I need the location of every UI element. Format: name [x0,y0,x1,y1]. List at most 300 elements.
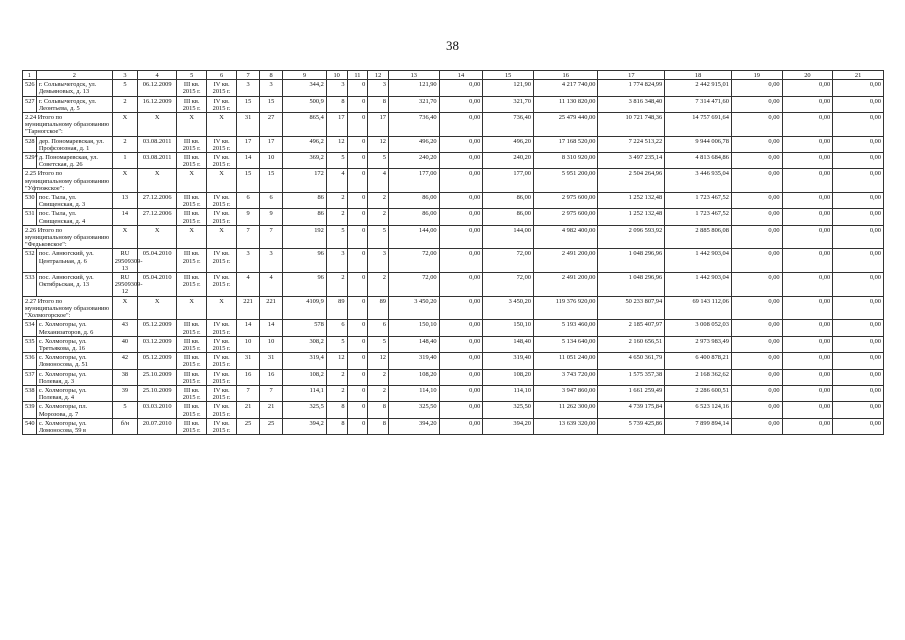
table-cell: 3 450,20 [388,296,439,320]
table-cell: 0,00 [833,336,884,352]
table-cell: 177,00 [388,169,439,193]
table-cell: 4 217 740,00 [534,80,598,96]
table-cell: 321,70 [483,96,534,112]
table-cell: 325,5 [283,402,327,418]
table-cell: 86 [283,209,327,225]
table-cell: IV кв. 2015 г. [207,418,237,434]
table-cell: 5 [112,80,137,96]
table-cell: 1 442 903,04 [665,273,732,297]
column-number: 9 [283,71,327,80]
table-cell: 7 899 894,14 [665,418,732,434]
column-number-row [23,71,884,80]
table-row [23,96,884,112]
table-cell: 0,00 [731,369,782,385]
table-cell: 0,00 [782,385,833,401]
row-number: 537 [23,369,37,385]
subtotal-row [23,113,884,137]
table-cell: 03.12.2009 [138,336,177,352]
table-cell: 321,70 [388,96,439,112]
table-cell: 4 813 684,86 [665,153,732,169]
table-row [23,136,884,152]
table-cell: 0,00 [731,249,782,273]
table-cell: 394,2 [283,418,327,434]
table-cell: 14 [237,320,260,336]
table-cell: RU 29509309-12 [112,273,137,297]
table-cell: 72,00 [388,249,439,273]
table-cell: 2 885 806,08 [665,225,732,249]
table-cell: 5 193 460,00 [534,320,598,336]
table-cell: 3 [260,80,283,96]
table-cell: 148,40 [483,336,534,352]
table-cell: 03.08.2011 [138,153,177,169]
table-cell: 10 [260,153,283,169]
row-number: 535 [23,336,37,352]
table-cell: 69 143 112,06 [665,296,732,320]
table-cell: 05.12.2009 [138,353,177,369]
table-cell: III кв. 2015 г. [177,418,207,434]
table-cell: 9 [260,209,283,225]
table-cell: 2 [326,273,347,297]
table-cell: 3 [260,249,283,273]
table-cell: 240,20 [388,153,439,169]
table-cell: 2 286 600,51 [665,385,732,401]
row-number: 539 [23,402,37,418]
address-cell: с. Холмогоры, ул. Полевая, д. 3 [36,369,112,385]
column-number: 17 [598,71,665,80]
table-cell: 0,00 [833,113,884,137]
table-cell: 05.04.2010 [138,273,177,297]
table-cell: 0,00 [833,96,884,112]
table-cell: 11 051 240,00 [534,353,598,369]
table-cell: 496,20 [388,136,439,152]
table-cell: 17 [368,113,389,137]
table-cell: 2 973 983,49 [665,336,732,352]
table-cell: RU 29509309-13 [112,249,137,273]
address-cell: пос. Авнюгский, ул. Октябрьская, д. 13 [36,273,112,297]
table-cell: 0,00 [439,169,483,193]
table-cell: IV кв. 2015 г. [207,353,237,369]
row-number: 529* [23,153,37,169]
address-cell: с. Холмогоры, ул. Механизаторов, д. 6 [36,320,112,336]
table-cell: 0 [347,385,368,401]
table-cell: 0 [347,353,368,369]
table-cell: 72,00 [483,273,534,297]
table-cell: 2 [326,369,347,385]
table-cell: 0 [347,273,368,297]
table-cell: 0,00 [731,353,782,369]
table-cell: 4 [368,169,389,193]
table-cell: 578 [283,320,327,336]
address-cell: г. Сольвычегодск, ул. Демьяновых, д. 13 [36,80,112,96]
table-cell: 8 [368,96,389,112]
table-cell: 86,00 [388,193,439,209]
table-cell: 0,00 [833,153,884,169]
column-number: 4 [138,71,177,80]
table-cell: 0 [347,320,368,336]
table-cell: 0,00 [833,225,884,249]
table-cell: 3 497 235,14 [598,153,665,169]
table-row [23,209,884,225]
table-cell: 0,00 [731,209,782,225]
table-cell: III кв. 2015 г. [177,209,207,225]
table-cell: 0,00 [833,320,884,336]
table-cell: 0,00 [439,209,483,225]
table-cell: IV кв. 2015 г. [207,273,237,297]
table-cell: IV кв. 2015 г. [207,402,237,418]
table-cell: 11 130 820,00 [534,96,598,112]
table-cell: 0,00 [833,353,884,369]
table-cell: 0 [347,136,368,152]
table-row [23,320,884,336]
table-cell: 325,50 [388,402,439,418]
table-cell: X [207,296,237,320]
table-cell: X [112,113,137,137]
row-number: 536 [23,353,37,369]
table-cell: 15 [260,96,283,112]
table-cell: 6 [368,320,389,336]
table-cell: 325,50 [483,402,534,418]
table-cell: 0 [347,369,368,385]
table-cell: 25 [237,418,260,434]
row-number: 531 [23,209,37,225]
table-cell: 0,00 [833,249,884,273]
table-cell: IV кв. 2015 г. [207,249,237,273]
table-cell: 86,00 [388,209,439,225]
table-cell: 2 [326,209,347,225]
table-cell: 3 [326,249,347,273]
row-number: 538 [23,385,37,401]
table-cell: IV кв. 2015 г. [207,320,237,336]
row-number: 528 [23,136,37,152]
table-cell: 12 [326,353,347,369]
table-cell: 0,00 [731,418,782,434]
table-cell: III кв. 2015 г. [177,273,207,297]
table-cell: 4 [237,273,260,297]
table-cell: 27.12.2006 [138,209,177,225]
table-cell: X [177,225,207,249]
table-cell: 6 [326,320,347,336]
table-cell: 0,00 [833,169,884,193]
table-cell: 21 [260,402,283,418]
table-cell: 0,00 [731,169,782,193]
address-cell: пос. Тыла, ул. Свищенская, д. 3 [36,193,112,209]
table-cell: 16 [237,369,260,385]
table-cell: 0,00 [782,96,833,112]
table-cell: 0,00 [833,418,884,434]
table-cell: 13 [112,193,137,209]
table-cell: 40 [112,336,137,352]
table-cell: 17 168 520,00 [534,136,598,152]
table-cell: 6 [237,193,260,209]
column-number: 1 [23,71,37,80]
table-cell: 12 [368,353,389,369]
column-number: 12 [368,71,389,80]
table-cell: 0,00 [833,369,884,385]
table-cell: 0,00 [833,209,884,225]
table-cell: 0 [347,169,368,193]
table-cell: 2 096 593,92 [598,225,665,249]
table-cell: 89 [326,296,347,320]
table-cell: 344,2 [283,80,327,96]
table-cell: III кв. 2015 г. [177,153,207,169]
address-cell: дер. Пономаревская, ул. Профсоюзная, д. 1 [36,136,112,152]
row-number: 534 [23,320,37,336]
table-cell: IV кв. 2015 г. [207,209,237,225]
table-cell: 5 [368,153,389,169]
table-cell: 0 [347,193,368,209]
column-number: 2 [36,71,112,80]
table-cell: IV кв. 2015 г. [207,136,237,152]
table-cell: 0 [347,225,368,249]
table-cell: 2 [326,385,347,401]
table-cell: 10 [237,336,260,352]
table-cell: 319,40 [483,353,534,369]
table-cell: X [138,225,177,249]
column-number: 14 [439,71,483,80]
table-cell: 0,00 [731,193,782,209]
table-cell: 0,00 [782,336,833,352]
table-cell: 7 [260,385,283,401]
table-cell: 72,00 [483,249,534,273]
table-cell: III кв. 2015 г. [177,402,207,418]
column-number: 11 [347,71,368,80]
address-cell: с. Холмогоры, пл. Морозова, д. 7 [36,402,112,418]
address-cell: с. Холмогоры, ул. Ломоносова, д. 51 [36,353,112,369]
table-cell: 114,10 [483,385,534,401]
table-cell: X [207,113,237,137]
table-row [23,336,884,352]
column-number: 13 [388,71,439,80]
table-cell: 21 [237,402,260,418]
table-cell: 0,00 [782,402,833,418]
table-cell: 38 [112,369,137,385]
address-cell: с. Холмогоры, ул. Ломоносова, 59 в [36,418,112,434]
table-cell: 7 [237,225,260,249]
address-cell: г. Сольвычегодск, ул. Леонтьева, д. 5 [36,96,112,112]
table-cell: 0,00 [731,80,782,96]
table-cell: 14 757 691,64 [665,113,732,137]
table-cell: 0,00 [439,80,483,96]
table-cell: 8 [326,418,347,434]
table-cell: 0 [347,113,368,137]
table-cell: 0,00 [439,418,483,434]
table-cell: 05.04.2010 [138,249,177,273]
table-cell: 5 [326,153,347,169]
table-cell: III кв. 2015 г. [177,249,207,273]
table-cell: 12 [368,136,389,152]
table-cell: 0,00 [731,96,782,112]
table-cell: 369,2 [283,153,327,169]
table-cell: 39 [112,385,137,401]
table-cell: 0,00 [439,402,483,418]
table-cell: 308,2 [283,336,327,352]
table-cell: 6 523 124,16 [665,402,732,418]
table-row [23,385,884,401]
table-cell: 3 947 860,00 [534,385,598,401]
table-cell: 8 [368,402,389,418]
table-cell: X [138,296,177,320]
table-cell: 0,00 [439,336,483,352]
table-cell: IV кв. 2015 г. [207,96,237,112]
table-cell: 0,00 [439,385,483,401]
table-cell: 3 [237,249,260,273]
table-cell: III кв. 2015 г. [177,80,207,96]
table-cell: 119 376 920,00 [534,296,598,320]
table-cell: 15 [260,169,283,193]
table-cell: 394,20 [483,418,534,434]
column-number: 19 [731,71,782,80]
table-cell: 5 [368,225,389,249]
table-cell: 4 [260,273,283,297]
table-cell: 27 [260,113,283,137]
table-cell: 2 491 200,00 [534,273,598,297]
table-cell: 4109,9 [283,296,327,320]
table-cell: 0,00 [833,402,884,418]
table-cell: 121,90 [388,80,439,96]
table-cell: 0,00 [833,273,884,297]
table-cell: 0,00 [782,296,833,320]
row-number: 530 [23,193,37,209]
row-number: 533 [23,273,37,297]
table-cell: 148,40 [388,336,439,352]
table-cell: 0,00 [439,320,483,336]
table-row [23,369,884,385]
table-cell: 7 [260,225,283,249]
column-number: 8 [260,71,283,80]
table-cell: 31 [260,353,283,369]
row-number: 532 [23,249,37,273]
subtotal-row [23,296,884,320]
table-cell: 72,00 [388,273,439,297]
table-cell: 0 [347,418,368,434]
table-cell: 0,00 [782,80,833,96]
table-cell: 86 [283,193,327,209]
table-cell: 0,00 [782,369,833,385]
table-cell: 0,00 [439,353,483,369]
table-cell: 0,00 [439,369,483,385]
table-cell: 42 [112,353,137,369]
table-cell: 1 723 467,52 [665,209,732,225]
column-number: 5 [177,71,207,80]
table-cell: 2 [368,193,389,209]
column-number: 21 [833,71,884,80]
table-cell: 2 975 600,00 [534,193,598,209]
table-cell: 240,20 [483,153,534,169]
table-cell: 27.12.2006 [138,193,177,209]
table-cell: 0,00 [782,136,833,152]
table-cell: 108,2 [283,369,327,385]
table-cell: 144,00 [388,225,439,249]
column-number: 10 [326,71,347,80]
table-cell: 15 [237,96,260,112]
table-cell: 6 [260,193,283,209]
table-cell: 0,00 [833,385,884,401]
column-number: 3 [112,71,137,80]
table-cell: 86,00 [483,209,534,225]
table-cell: 2 [112,136,137,152]
table-cell: III кв. 2015 г. [177,385,207,401]
table-cell: 10 721 748,36 [598,113,665,137]
table-cell: 5 951 200,00 [534,169,598,193]
table-row [23,153,884,169]
table-cell: б/н [112,418,137,434]
table-row [23,353,884,369]
table-cell: 2 [368,273,389,297]
table-cell: 50 233 807,94 [598,296,665,320]
table-cell: 0,00 [833,80,884,96]
table-cell: 14 [260,320,283,336]
table-cell: 1 [112,153,137,169]
table-cell: 31 [237,353,260,369]
table-cell: 1 442 903,04 [665,249,732,273]
table-cell: 2 [368,209,389,225]
table-cell: X [112,169,137,193]
table-cell: 0,00 [782,169,833,193]
table-cell: 0,00 [782,353,833,369]
table-cell: 86,00 [483,193,534,209]
table-cell: 3 [326,80,347,96]
table-row [23,273,884,297]
table-cell: 5 134 640,00 [534,336,598,352]
table-cell: III кв. 2015 г. [177,136,207,152]
table-cell: 3 743 720,00 [534,369,598,385]
table-cell: 736,40 [483,113,534,137]
table-cell: 0,00 [439,225,483,249]
table-cell: 114,10 [388,385,439,401]
table-cell: 0 [347,80,368,96]
column-number: 16 [534,71,598,80]
table-cell: 0,00 [731,273,782,297]
table-cell: 0,00 [731,225,782,249]
table-cell: 177,00 [483,169,534,193]
table-cell: 108,20 [388,369,439,385]
table-cell: 2 504 264,96 [598,169,665,193]
table-cell: 2 168 362,62 [665,369,732,385]
table-cell: 9 944 006,78 [665,136,732,152]
table-cell: IV кв. 2015 г. [207,193,237,209]
subtotal-label: 2.24 Итого по муниципальному образованию "Тарногское": [23,113,113,137]
table-cell: 0 [347,249,368,273]
table-cell: 5 739 425,86 [598,418,665,434]
table-cell: 13 639 320,00 [534,418,598,434]
table-cell: 2 [326,193,347,209]
table-cell: 221 [260,296,283,320]
table-cell: X [177,169,207,193]
table-cell: 25 [260,418,283,434]
table-cell: 11 262 300,00 [534,402,598,418]
table-cell: 0,00 [731,296,782,320]
table-cell: 0,00 [439,153,483,169]
table-cell: 4 [326,169,347,193]
table-cell: 10 [260,336,283,352]
subtotal-row [23,169,884,193]
table-row [23,193,884,209]
table-cell: 4 739 175,84 [598,402,665,418]
table-cell: X [112,296,137,320]
table-cell: 25.10.2009 [138,385,177,401]
table-cell: 16.12.2009 [138,96,177,112]
table-cell: 7 224 513,22 [598,136,665,152]
table-cell: 2 160 656,51 [598,336,665,352]
table-cell: 0 [347,209,368,225]
table-cell: 8 [326,96,347,112]
table-cell: 108,20 [483,369,534,385]
row-number: 540 [23,418,37,434]
table-cell: 4 650 361,79 [598,353,665,369]
table-cell: 17 [260,136,283,152]
table-cell: 17 [237,136,260,152]
table-cell: 0,00 [731,402,782,418]
